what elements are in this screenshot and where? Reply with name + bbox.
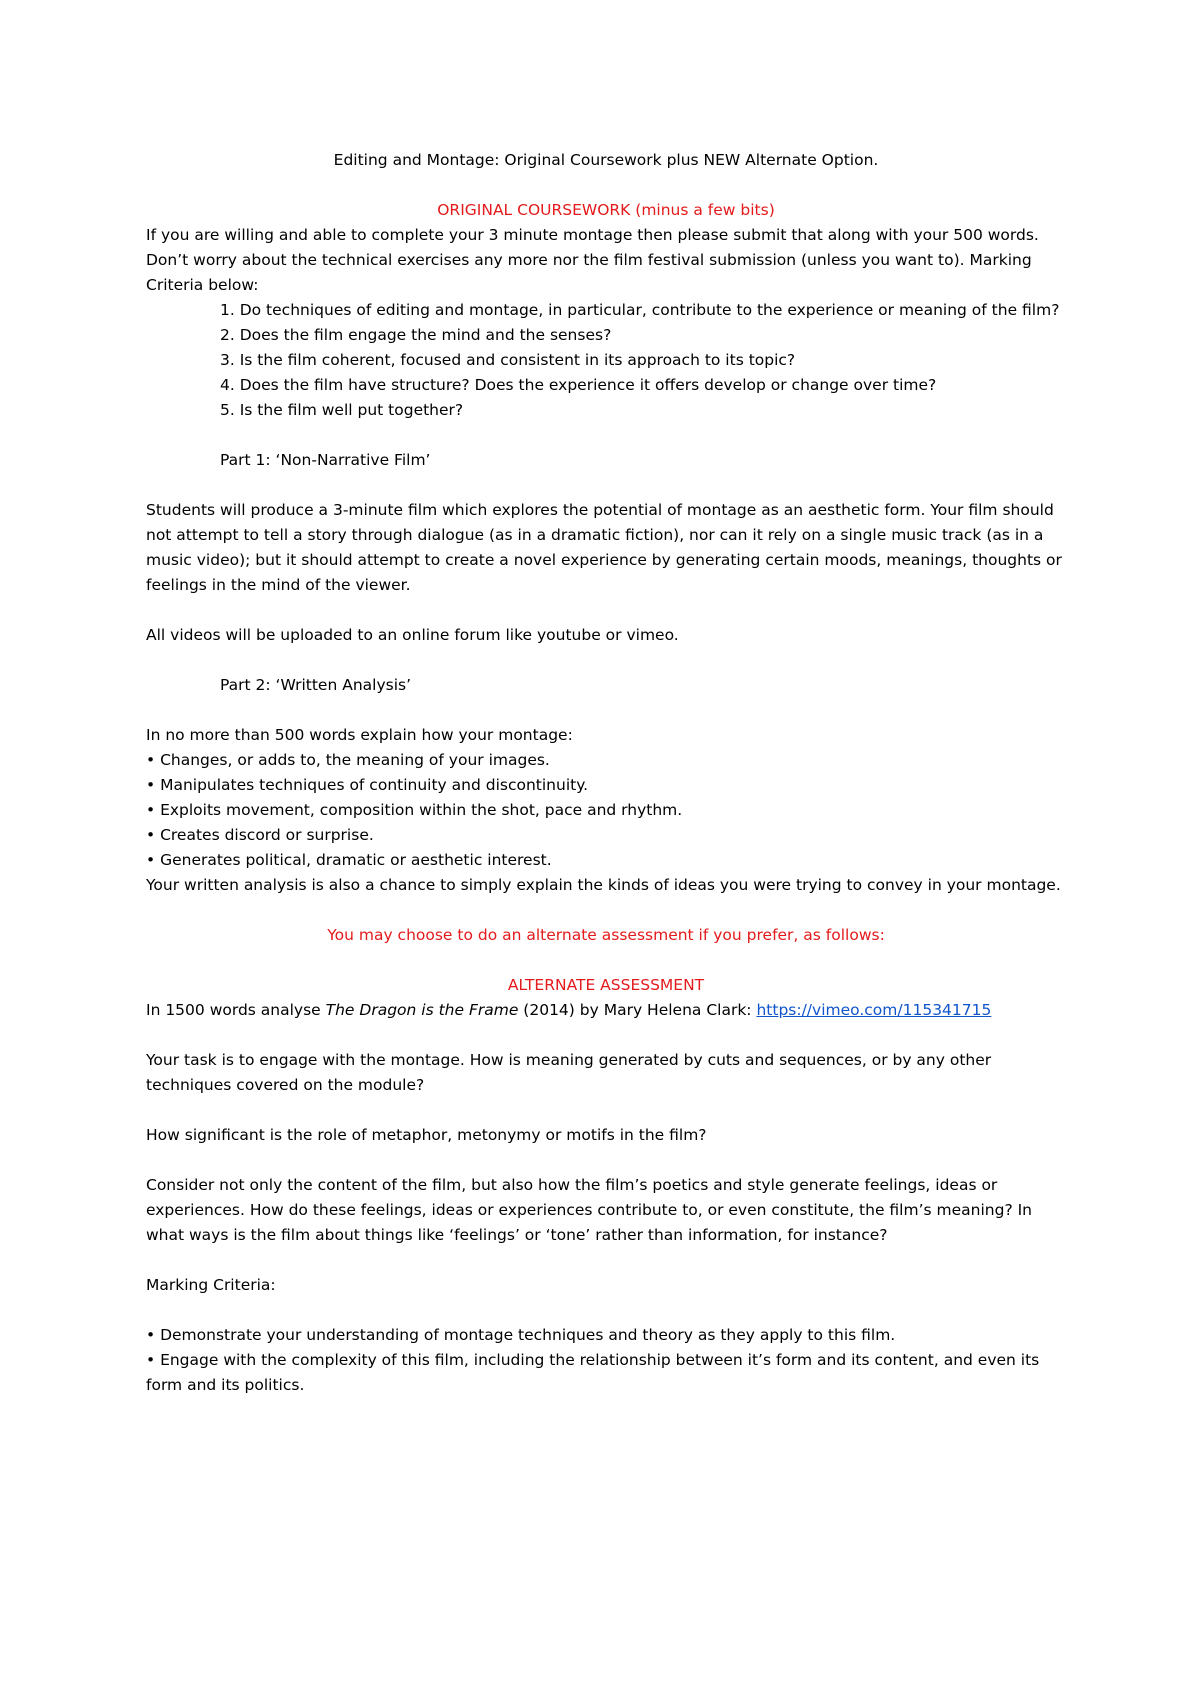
alternate-consider: Consider not only the content of the film, but also how the film’s poetics and style generate feelings, ideas or experiences. How do these feelings, ideas or experiences contribute to, or even constitute, the film’s meaning? In what ways is the film about things like ‘feelings’ or ‘tone’ rather than information, for instance?: [146, 1176, 1032, 1244]
criteria-item: 5. Is the film well put together?: [220, 401, 464, 419]
original-intro: If you are willing and able to complete your 3 minute montage then please submit that along with your 500 words. Don’t worry about the technical exercises any more nor the film festival submission (unless you want to). Marking Criteria below:: [146, 226, 1039, 294]
list-item: • Creates discord or surprise.: [146, 826, 374, 844]
list-item: • Exploits movement, composition within the shot, pace and rhythm.: [146, 801, 683, 819]
film-title: The Dragon is the Frame: [325, 1001, 519, 1019]
part1-body: Students will produce a 3-minute film which explores the potential of montage as an aesthetic form. Your film should not attempt to tell a story through dialogue (as in a dramatic fiction), nor can it rely on a single music track (as in a music video); but it should attempt to create a novel experience by generating certain moods, meanings, thoughts or feelings in the mind of the viewer.: [146, 501, 1062, 594]
part2-outro: Your written analysis is also a chance to simply explain the kinds of ideas you were trying to convey in your montage.: [146, 876, 1061, 894]
original-coursework-heading: ORIGINAL COURSEWORK (minus a few bits): [437, 201, 775, 219]
criteria-item: 4. Does the film have structure? Does the experience it offers develop or change over time?: [220, 376, 937, 394]
upload-note: All videos will be uploaded to an online forum like youtube or vimeo.: [146, 626, 679, 644]
part2-bullet-list: [146, 748, 1066, 873]
vimeo-link[interactable]: https://vimeo.com/115341715: [756, 1001, 992, 1019]
alternate-intro-pre: In 1500 words analyse: [146, 1001, 326, 1019]
part1-heading: Part 1: ‘Non-Narrative Film’: [220, 451, 431, 469]
alternate-criteria-list: [146, 1323, 1066, 1398]
criteria-item: 2. Does the film engage the mind and the senses?: [220, 326, 612, 344]
alternate-criteria-heading: Marking Criteria:: [146, 1276, 276, 1294]
alternate-intro-post: (2014) by Mary Helena Clark:: [518, 1001, 757, 1019]
alternate-question: How significant is the role of metaphor, metonymy or motifs in the film?: [146, 1126, 707, 1144]
list-item: • Manipulates techniques of continuity and discontinuity.: [146, 776, 589, 794]
part2-intro: In no more than 500 words explain how your montage:: [146, 726, 573, 744]
alternate-intro: [146, 998, 1066, 1023]
list-item: • Demonstrate your understanding of montage techniques and theory as they apply to this film.: [146, 1326, 896, 1344]
document-title: Editing and Montage: Original Coursework plus NEW Alternate Option.: [333, 151, 879, 169]
alternate-task: Your task is to engage with the montage. How is meaning generated by cuts and sequences, or by any other techniques covered on the module?: [146, 1051, 992, 1094]
criteria-item: 1. Do techniques of editing and montage, in particular, contribute to the experience or meaning of the film?: [220, 301, 1060, 319]
original-criteria-list: [146, 298, 1066, 423]
list-item: • Changes, or adds to, the meaning of your images.: [146, 751, 550, 769]
list-item: • Generates political, dramatic or aesthetic interest.: [146, 851, 552, 869]
list-item: • Engage with the complexity of this film, including the relationship between it’s form and its content, and even its form and its politics.: [146, 1351, 1040, 1394]
part2-heading: Part 2: ‘Written Analysis’: [220, 676, 412, 694]
document-body: [146, 148, 1066, 1398]
alternate-choice-note: You may choose to do an alternate assessment if you prefer, as follows:: [327, 926, 885, 944]
alternate-assessment-heading: ALTERNATE ASSESSMENT: [507, 976, 705, 994]
criteria-item: 3. Is the film coherent, focused and consistent in its approach to its topic?: [220, 351, 796, 369]
